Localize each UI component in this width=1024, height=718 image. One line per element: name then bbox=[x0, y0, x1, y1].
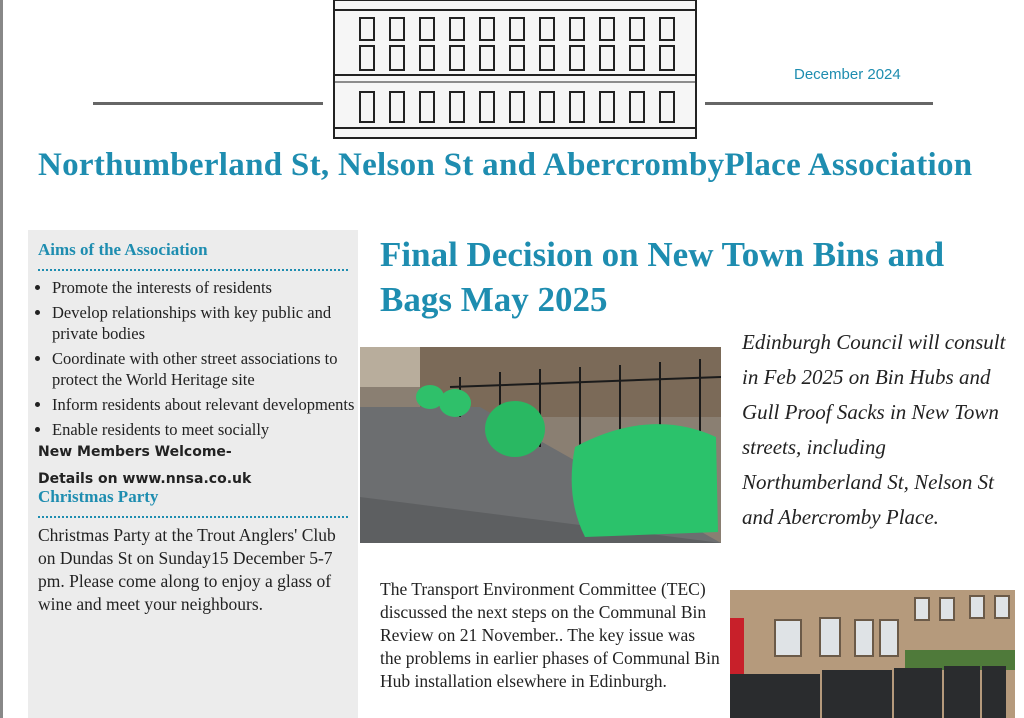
list-item: • Inform residents about relevant developments bbox=[52, 394, 358, 415]
page-edge bbox=[0, 0, 3, 718]
header-rule-left bbox=[93, 102, 323, 105]
article-headline: Final Decision on New Town Bins and Bags May 2025 bbox=[380, 235, 945, 319]
christmas-party-heading: Christmas Party bbox=[38, 487, 159, 506]
bin-hub-photo bbox=[730, 590, 1015, 718]
street-bags-photo bbox=[360, 347, 721, 543]
aims-heading: Aims of the Association bbox=[38, 240, 208, 259]
christmas-party-text: Christmas Party at the Trout Anglers' Club on Dundas St on Sunday15 December 5-7 pm. Please come along to enjoy a glass of wine and meet your neighbours. bbox=[38, 525, 336, 614]
header-rule-right bbox=[705, 102, 933, 105]
list-item: • Develop relationships with key public and private bodies bbox=[52, 302, 358, 344]
list-item: • Coordinate with other street associations to protect the World Heritage site bbox=[52, 348, 358, 390]
issue-date: December 2024 bbox=[794, 66, 901, 83]
article-body: The Transport Environment Committee (TEC) discussed the next steps on the Communal Bin Review on 21 November.. The key issue was the problems in earlier phases of Communal Bin Hub installation elsewhere in Edinburgh. bbox=[380, 579, 720, 691]
building-sketch-image bbox=[330, 0, 700, 140]
divider bbox=[38, 269, 348, 271]
list-item: • Enable residents to meet socially bbox=[52, 419, 358, 440]
aims-list bbox=[38, 277, 358, 440]
sidebar-panel bbox=[28, 230, 358, 718]
list-item: • Promote the interests of residents bbox=[52, 277, 358, 298]
members-welcome: New Members Welcome- bbox=[38, 444, 232, 460]
article-pullquote: Edinburgh Council will consult in Feb 2025 on Bin Hubs and Gull Proof Sacks in New Town streets, including Northumberland St, Nelson St and Abercromby Place. bbox=[742, 330, 1006, 529]
members-details-link[interactable]: Details on www.nnsa.co.uk bbox=[38, 471, 252, 487]
page-title: Northumberland St, Nelson St and AbercrombyPlace Association bbox=[38, 147, 973, 183]
divider bbox=[38, 516, 348, 518]
